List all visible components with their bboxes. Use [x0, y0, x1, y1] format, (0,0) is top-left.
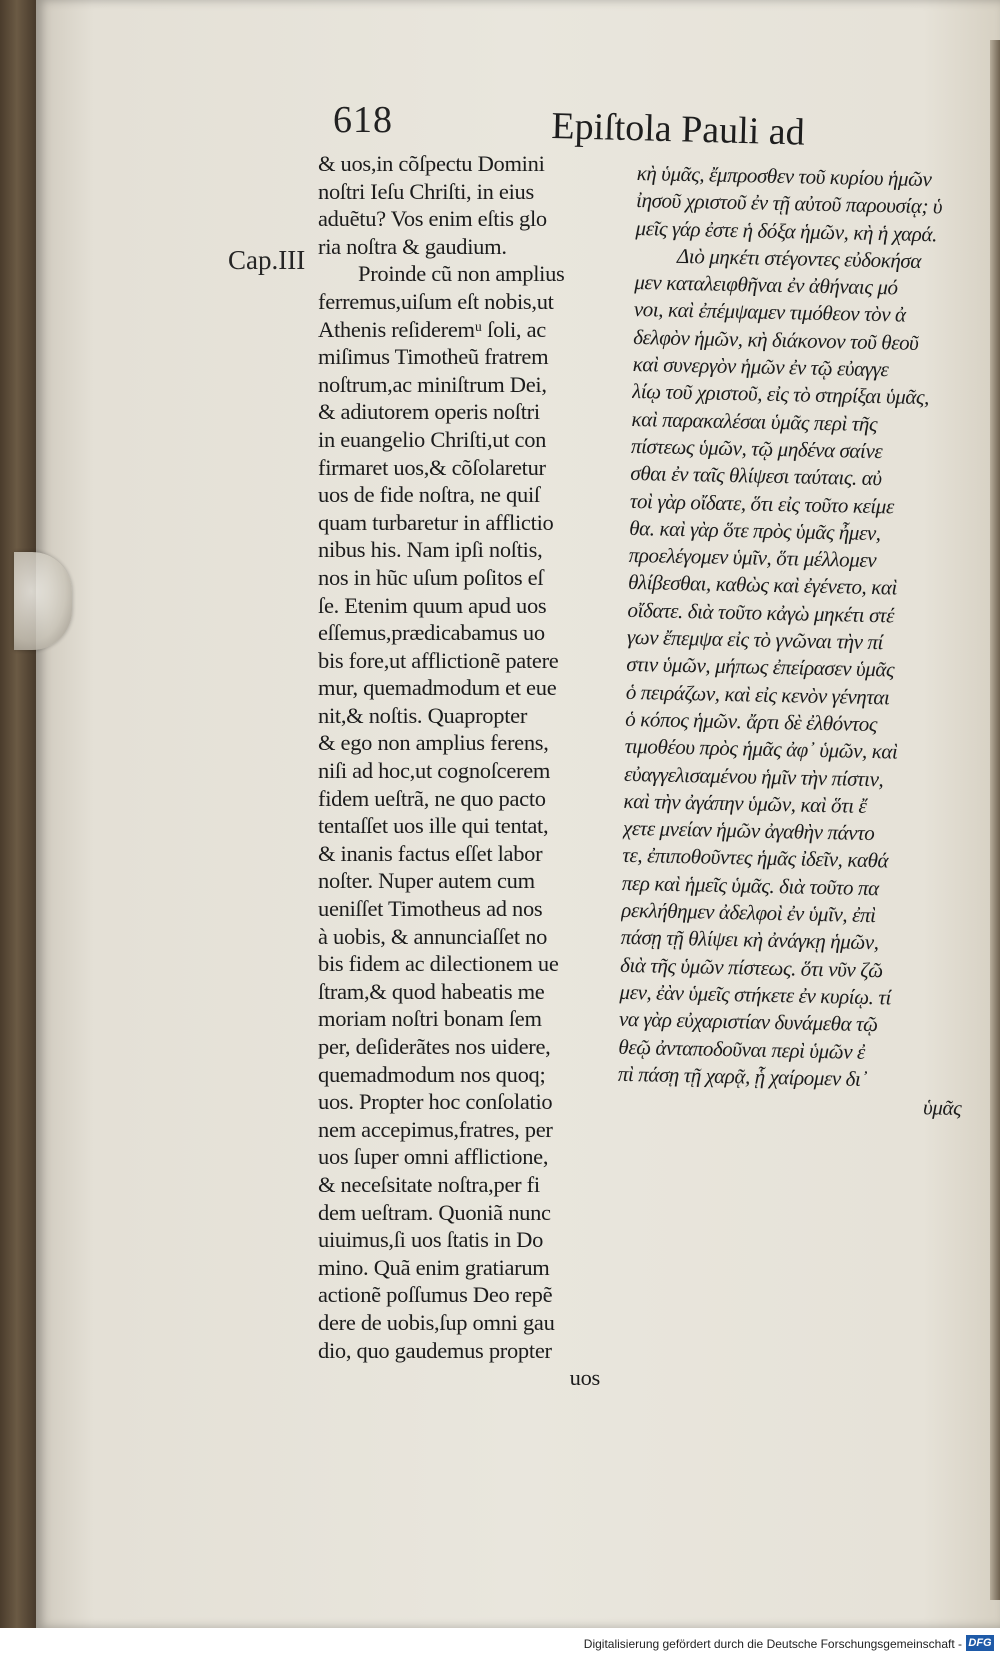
greek-line: πὶ πάσῃ τῇ χαρᾷ, ᾗ χαίρομεν δι᾽ — [617, 1061, 868, 1091]
greek-line: περ καὶ ἡμεῖς ὑμᾶς. διὰ τοῦτο πα — [621, 870, 879, 900]
latin-line: niſi ad hoc,ut cognoſcerem — [318, 758, 551, 784]
greek-line: δελφὸν ἡμῶν, κὴ διάκονον τοῦ θεοῦ — [633, 324, 919, 355]
greek-line: τιμοθέου πρὸς ἡμᾶς ἀφ᾽ ὑμῶν, καὶ — [624, 734, 898, 764]
dfg-logo: DFG — [966, 1635, 994, 1651]
greek-line: θλίβεσθαι, καθὼς καὶ ἐγένετο, καὶ — [627, 570, 898, 600]
latin-line: uos de fide noſtra, ne quiſ — [318, 482, 540, 508]
greek-line: ρεκλήθημεν ἀδελφοὶ ἐν ὑμῖν, ἐπὶ — [621, 897, 876, 928]
chapter-label: Cap.III — [228, 245, 306, 275]
latin-line: ueniſſet Timotheus ad nos — [318, 896, 543, 922]
latin-line: noſter. Nuper autem cum — [318, 868, 535, 894]
running-head: Epiſtola Pauli ad — [550, 104, 806, 154]
greek-line: θα. καὶ γὰρ ὅτε πρὸς ὑμᾶς ἦμεν, — [629, 515, 881, 546]
greek-line: σθαι ἐν ταῖς θλίψεσι ταύταις. αὐ — [630, 461, 882, 491]
latin-line: Proinde cũ non amplius — [358, 261, 565, 287]
latin-line: noſtri Ieſu Chriſti, in eius — [318, 178, 534, 204]
latin-line: aduẽtu? Vos enim eſtis glo — [318, 206, 547, 232]
page-edge — [990, 40, 1000, 1600]
latin-line: ſtram,& quod habeatis me — [318, 978, 545, 1004]
latin-line: nit,& noſtis. Quapropter — [318, 702, 528, 728]
latin-line: uos ſuper omni afflictione, — [318, 1144, 549, 1170]
greek-line: γων ἔπεμψα εἰς τὸ γνῶναι τὴν πί — [626, 624, 884, 655]
greek-line: λίῳ τοῦ χριστοῦ, εἰς τὸ στηρίξαι ὑμᾶς, — [631, 379, 930, 410]
latin-line: ſe. Etenim quum apud uos — [318, 592, 547, 618]
greek-line: ἰησοῦ χριστοῦ ἐν τῇ αὐτοῦ παρουσίᾳ; ὑ — [635, 188, 943, 219]
greek-line: στιν ὑμῶν, μήπως ἐπείρασεν ὑμᾶς — [626, 652, 895, 682]
latin-line: quam turbaretur in afflictio — [318, 509, 554, 535]
latin-line: mino. Quã enim gratiarum — [318, 1254, 550, 1280]
latin-line: à uobis, & annunciaſſet no — [318, 923, 548, 949]
latin-line: actionẽ poſſumus Deo repẽ — [318, 1282, 553, 1308]
latin-line: fidem ueſtrã, ne quo pacto — [318, 785, 546, 811]
greek-line: κὴ ὑμᾶς, ἔμπροσθεν τοῦ κυρίου ἡμῶν — [636, 160, 932, 192]
greek-line: ὑμᾶς — [922, 1095, 962, 1121]
latin-line: ferremus,uiſum eſt nobis,ut — [318, 288, 554, 314]
latin-line: mur, quemadmodum et eue — [318, 675, 557, 701]
latin-line: dem ueſtram. Quoniã nunc — [318, 1199, 551, 1225]
greek-line: τε, ἐπιποθοῦντες ἡμᾶς ἰδεῖν, καθά — [622, 843, 889, 873]
latin-line: & ego non amplius ferens, — [318, 730, 549, 756]
greek-line: Διὸ μηκέτι στέγοντες εὐδοκήσα — [676, 243, 922, 273]
latin-line: & adiutorem operis noſtri — [318, 399, 540, 425]
latin-line: miſimus Timotheũ fratrem — [318, 344, 549, 370]
greek-line: χετε μνείαν ἡμῶν ἀγαθὴν πάντο — [622, 815, 875, 846]
latin-line: nos in hũc uſum poſitos eſ — [318, 564, 544, 590]
latin-line: & uos,in cõſpectu Domini — [318, 151, 545, 176]
greek-line: τοὶ γὰρ οἴδατε, ὅτι εἰς τοῦτο κείμε — [629, 488, 895, 519]
latin-line: nibus his. Nam ipſi noſtis, — [318, 537, 543, 563]
page-number: 618 — [333, 99, 393, 141]
latin-line: moriam noſtri bonam ſem — [318, 1006, 542, 1032]
latin-line: bis fidem ac dilectionem ue — [318, 951, 559, 977]
greek-line: πάσῃ τῇ θλίψει κὴ ἀνάγκῃ ἡμῶν, — [620, 925, 879, 955]
latin-line: dio, quo gaudemus propter — [318, 1337, 552, 1363]
greek-line: καὶ τὴν ἀγάπην ὑμῶν, καὶ ὅτι ἔ — [623, 788, 867, 818]
latin-text-column — [318, 150, 616, 1392]
greek-line: εὐαγγελισαμένου ἡμῖν τὴν πίστιν, — [623, 761, 884, 791]
latin-line: firmaret uos,& cõſolaretur — [318, 454, 546, 480]
greek-line: θεῷ ἀνταποδοῦναι περὶ ὑμῶν ἐ — [618, 1034, 866, 1064]
greek-line: οἴδατε. διὰ τοῦτο κἀγὼ μηκέτι στέ — [627, 597, 895, 628]
greek-line: προελέγομεν ὑμῖν, ὅτι μέλλομεν — [628, 543, 877, 573]
latin-line: bis fore,ut afflictionẽ patere — [318, 647, 559, 673]
digitization-footer — [0, 1628, 1000, 1660]
latin-line: eſſemus,prædicabamus uo — [318, 620, 545, 646]
greek-line: καὶ συνεργὸν ἡμῶν ἐν τῷ εὐαγγε — [632, 352, 889, 382]
greek-line: ὁ πειράζων, καὶ εἰς κενὸν γένηται — [625, 679, 890, 710]
latin-line: per, deſiderãtes nos uidere, — [318, 1034, 551, 1059]
greek-line: καὶ παρακαλέσαι ὑμᾶς περὶ τῆς — [631, 406, 878, 436]
latin-line: in euangelio Chriſti,ut con — [318, 426, 547, 452]
latin-line: uos. Propter hoc conſolatio — [318, 1089, 553, 1115]
latin-line: quemadmodum nos quoq; — [318, 1061, 546, 1087]
latin-line: Athenis reſideremᵘ ſoli, ac — [318, 316, 546, 342]
greek-line: διὰ τῆς ὑμῶν πίστεως. ὅτι νῦν ζῶ — [619, 952, 884, 982]
latin-line: uos — [569, 1365, 600, 1391]
latin-line: nem accepimus,fratres, per — [318, 1116, 553, 1142]
greek-text-column — [617, 160, 987, 1123]
latin-line: tentaſſet uos ille qui tentat, — [318, 813, 549, 839]
latin-line: ria noſtra & gaudium. — [318, 233, 507, 259]
latin-line: dere de uobis,ſup omni gau — [318, 1309, 555, 1335]
footer-credit: Digitalisierung gefördert durch die Deutsche Forschungsgemeinschaft - — [583, 1637, 962, 1651]
greek-line: να γὰρ εὐχαριστίαν δυνάμεθα τῷ — [618, 1007, 878, 1037]
greek-line: μεῖς γάρ ἐστε ἡ δόξα ἡμῶν, κὴ ἡ χαρά. — [635, 215, 938, 246]
latin-line: noſtrum,ac miniſtrum Dei, — [318, 371, 547, 397]
latin-line: uiuimus,ſi uos ſtatis in Do — [318, 1227, 544, 1253]
greek-line: πίστεως ὑμῶν, τῷ μηδένα σαίνε — [630, 433, 883, 464]
greek-line: ὁ κόπος ἡμῶν. ἄρτι δὲ ἐλθόντος — [625, 706, 878, 737]
greek-line: νοι, καὶ ἐπέμψαμεν τιμόθεον τὸν ἀ — [633, 297, 906, 328]
latin-line: & inanis factus eſſet labor — [318, 840, 543, 866]
greek-line: μεν, ἐὰν ὑμεῖς στήκετε ἐν κυρίῳ. τί — [619, 979, 892, 1010]
latin-line: & neceſsitate noſtra,per fi — [318, 1171, 540, 1197]
greek-line: μεν καταλειφθῆναι ἐν ἀθήναις μό — [634, 270, 898, 300]
